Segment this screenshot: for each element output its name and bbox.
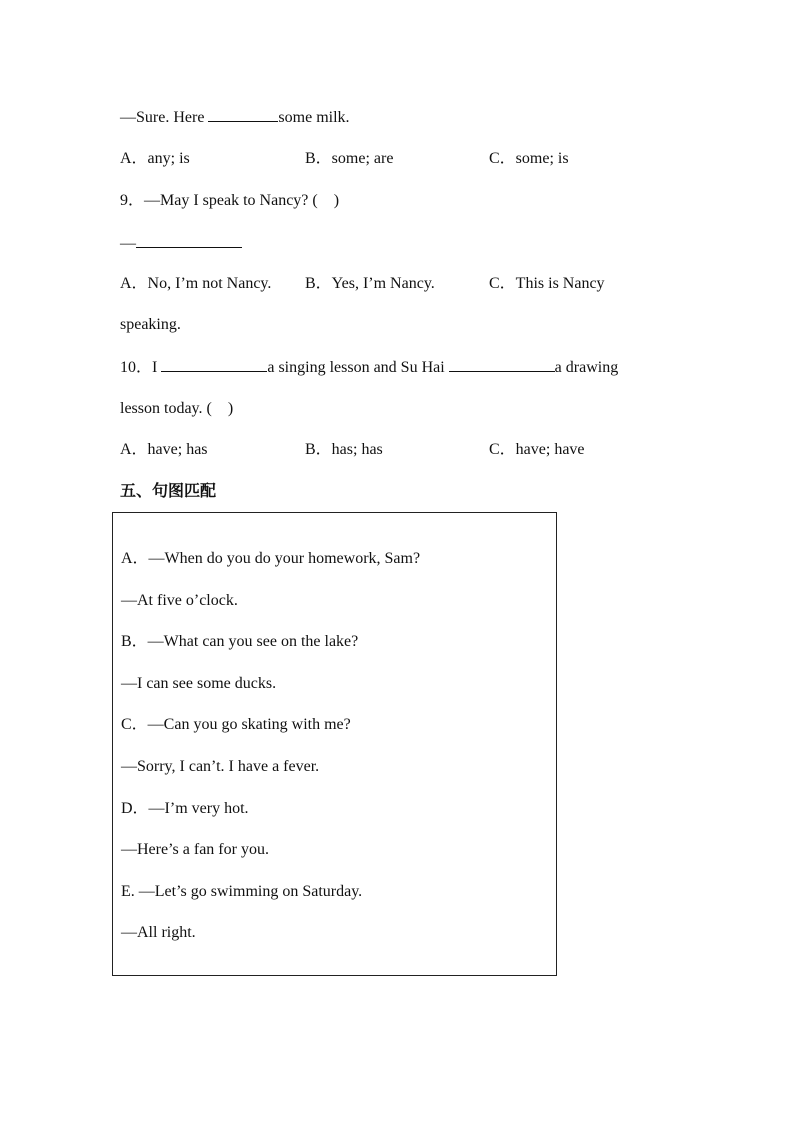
dialogue-line: A．—When do you do your homework, Sam? bbox=[121, 550, 421, 567]
dialogue-line: C．—Can you go skating with me? bbox=[121, 716, 351, 733]
q9-reply-dash: — bbox=[120, 235, 136, 252]
q8-option-a[interactable]: A．any; is bbox=[120, 150, 190, 167]
dialogue-line: B．—What can you see on the lake? bbox=[121, 633, 359, 650]
q10-option-a[interactable]: A．have; has bbox=[120, 441, 208, 458]
q10-option-b[interactable]: B．has; has bbox=[305, 441, 383, 458]
q8-reply-suffix: some milk. bbox=[278, 109, 350, 126]
dialogue-box bbox=[112, 512, 557, 976]
q10-middle: a singing lesson and Su Hai bbox=[267, 359, 449, 376]
q10-suffix: a drawing bbox=[554, 359, 619, 376]
section-heading: 五、句图匹配 bbox=[120, 481, 217, 500]
q10-blank-1[interactable] bbox=[161, 357, 267, 372]
q9-option-c[interactable]: C．This is Nancy bbox=[489, 275, 605, 292]
q8-blank[interactable] bbox=[208, 107, 278, 122]
q8-reply bbox=[120, 107, 350, 128]
q9-option-c-continued: speaking. bbox=[120, 316, 181, 333]
dialogue-line: —All right. bbox=[121, 924, 196, 941]
q9-question: 9．—May I speak to Nancy? ( ) bbox=[120, 192, 340, 209]
dialogue-line: —At five o’clock. bbox=[121, 592, 238, 609]
q10-prefix: 10．I bbox=[120, 359, 162, 376]
q10-blank-2[interactable] bbox=[449, 357, 555, 372]
q9-option-a[interactable]: A．No, I’m not Nancy. bbox=[120, 275, 272, 292]
dialogue-line: —I can see some ducks. bbox=[121, 675, 277, 692]
q10-option-c[interactable]: C．have; have bbox=[489, 441, 585, 458]
q9-option-b[interactable]: B．Yes, I’m Nancy. bbox=[305, 275, 435, 292]
q9-reply bbox=[120, 233, 242, 254]
dialogue-line: —Here’s a fan for you. bbox=[121, 841, 269, 858]
q8-reply-prefix: —Sure. Here bbox=[120, 109, 209, 126]
dialogue-line: E. —Let’s go swimming on Saturday. bbox=[121, 883, 363, 900]
q10-question-continued: lesson today. ( ) bbox=[120, 400, 234, 417]
q8-option-b[interactable]: B．some; are bbox=[305, 150, 394, 167]
dialogue-line: D．—I’m very hot. bbox=[121, 800, 249, 817]
q9-blank[interactable] bbox=[136, 233, 242, 248]
dialogue-line: —Sorry, I can’t. I have a fever. bbox=[121, 758, 320, 775]
q8-option-c[interactable]: C．some; is bbox=[489, 150, 569, 167]
q10-question bbox=[120, 357, 618, 378]
